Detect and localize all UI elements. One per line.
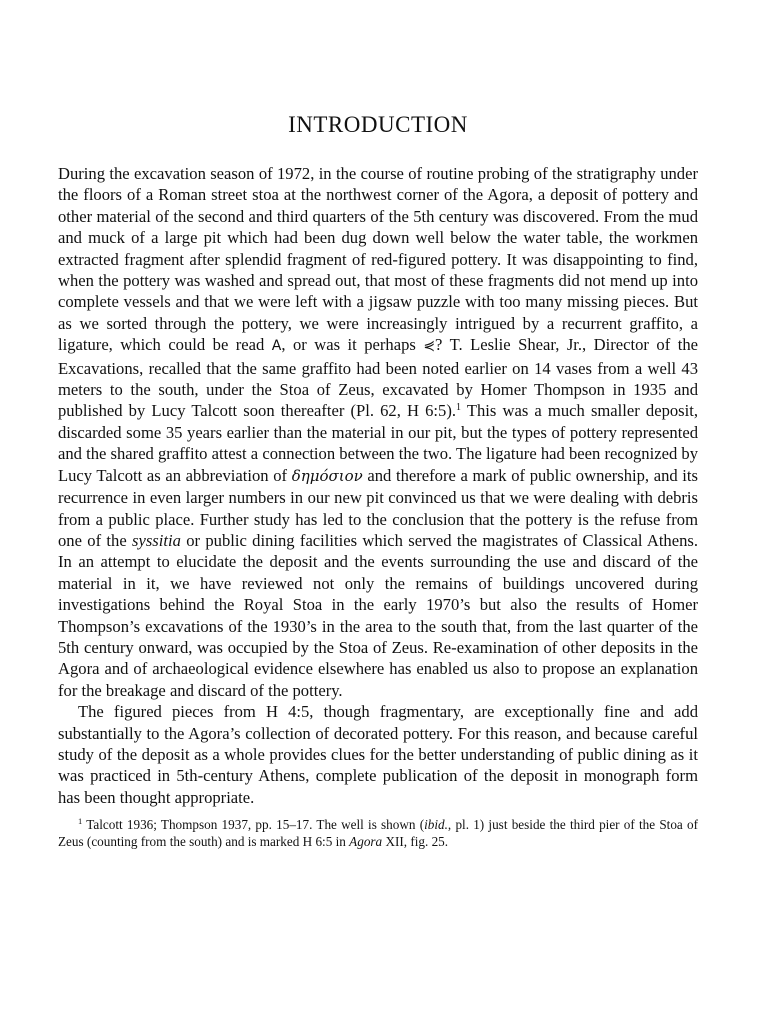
- ligature-glyph-alt: ⋞: [423, 338, 436, 355]
- document-page: [58, 112, 698, 863]
- p1-text-4: This was a much smaller deposit, discarded some 35 years earlier than the material in our pit, but the types of pottery represented and the shared graffito attest a connection between the two. The ligature had been recognized by Lucy Talcott as an abbreviation of: [58, 401, 698, 485]
- fn-italic-ibid: ibid.: [424, 817, 448, 833]
- ligature-glyph-a: Α: [271, 338, 282, 355]
- fn-text-3: XII, fig. 25.: [382, 834, 449, 850]
- greek-word: δημόσιον: [291, 466, 363, 485]
- italic-term: syssitia: [132, 530, 181, 550]
- p1-text-3: ? T. Leslie Shear, Jr., Director of the Excavations, recalled that the same graffito had been noted earlier on 14 vases from a well 43 meters to the south, under the Stoa of Zeus, excavated by Homer Thompson in 1935 and published by Lucy Talcott soon thereafter (Pl. 62, H 6:5).: [58, 335, 698, 421]
- footnote: [58, 816, 698, 850]
- footnote-number: 1: [78, 816, 83, 827]
- fn-italic-agora: Agora: [349, 834, 383, 850]
- p1-text-6: or public dining facilities which served the magistrates of Classical Athens. In an attempt to elucidate the deposit and the events surrounding the use and discard of the material in it, we have reviewed not only the remains of buildings uncovered during investigations behind the Royal Stoa in the early 1970’s but also the results of Homer Thompson’s excavations of the 1930’s in the area to the south that, from the last quarter of the 5th century onward, was occupied by the Stoa of Zeus. Re-examination of other deposits in the Agora and of archaeological evidence elsewhere has enabled us also to propose an explanation for the breakage and discard of the pottery.: [58, 530, 698, 700]
- p1-text-2: , or was it perhaps: [281, 335, 424, 355]
- p1-text-5: and therefore a mark of public ownership, and its recurrence in even larger numbers in our new pit convinced us that we were dealing with debris from a public place. Further study has led to the conclusion that the pottery is the refuse from one of the: [58, 465, 698, 550]
- fn-text-1: Talcott 1936; Thompson 1937, pp. 15–17. The well is shown (: [82, 817, 425, 833]
- paragraph-2: The figured pieces from H 4:5, though fragmentary, are exceptionally fine and add substantially to the Agora’s collection of decorated pottery. For this reason, and because careful study of the deposit as a whole provides clues for the better understanding of public dining as it was practiced in 5th-century Athens, complete publication of the deposit in monograph form has been thought appropriate.: [58, 702, 698, 807]
- page-title: INTRODUCTION: [288, 112, 468, 137]
- p1-text-1: During the excavation season of 1972, in the course of routine probing of the stratigraphy under the floors of a Roman street stoa at the northwest corner of the Agora, a deposit of pottery and other material of the second and third quarters of the 5th century was discovered. From the mud and muck of a large pit which had been dug down well below the water table, the workmen extracted fragment after splendid fragment of red-figured pottery. It was disappointing to find, when the pottery was washed and spread out, that most of these fragments did not mend up into complete vessels and that we were left with a jigsaw puzzle with too many missing pieces. But as we sorted through the pottery, we were increasingly intrigued by a recurrent graffito, a ligature, which could be read: [58, 164, 698, 355]
- paragraph-1: [58, 163, 698, 701]
- fn-text-2: , pl. 1) just beside the third pier of the Stoa of Zeus (counting from the south) and is marked H 6:5 in: [58, 817, 698, 850]
- footnote-reference[interactable]: 1: [456, 402, 462, 414]
